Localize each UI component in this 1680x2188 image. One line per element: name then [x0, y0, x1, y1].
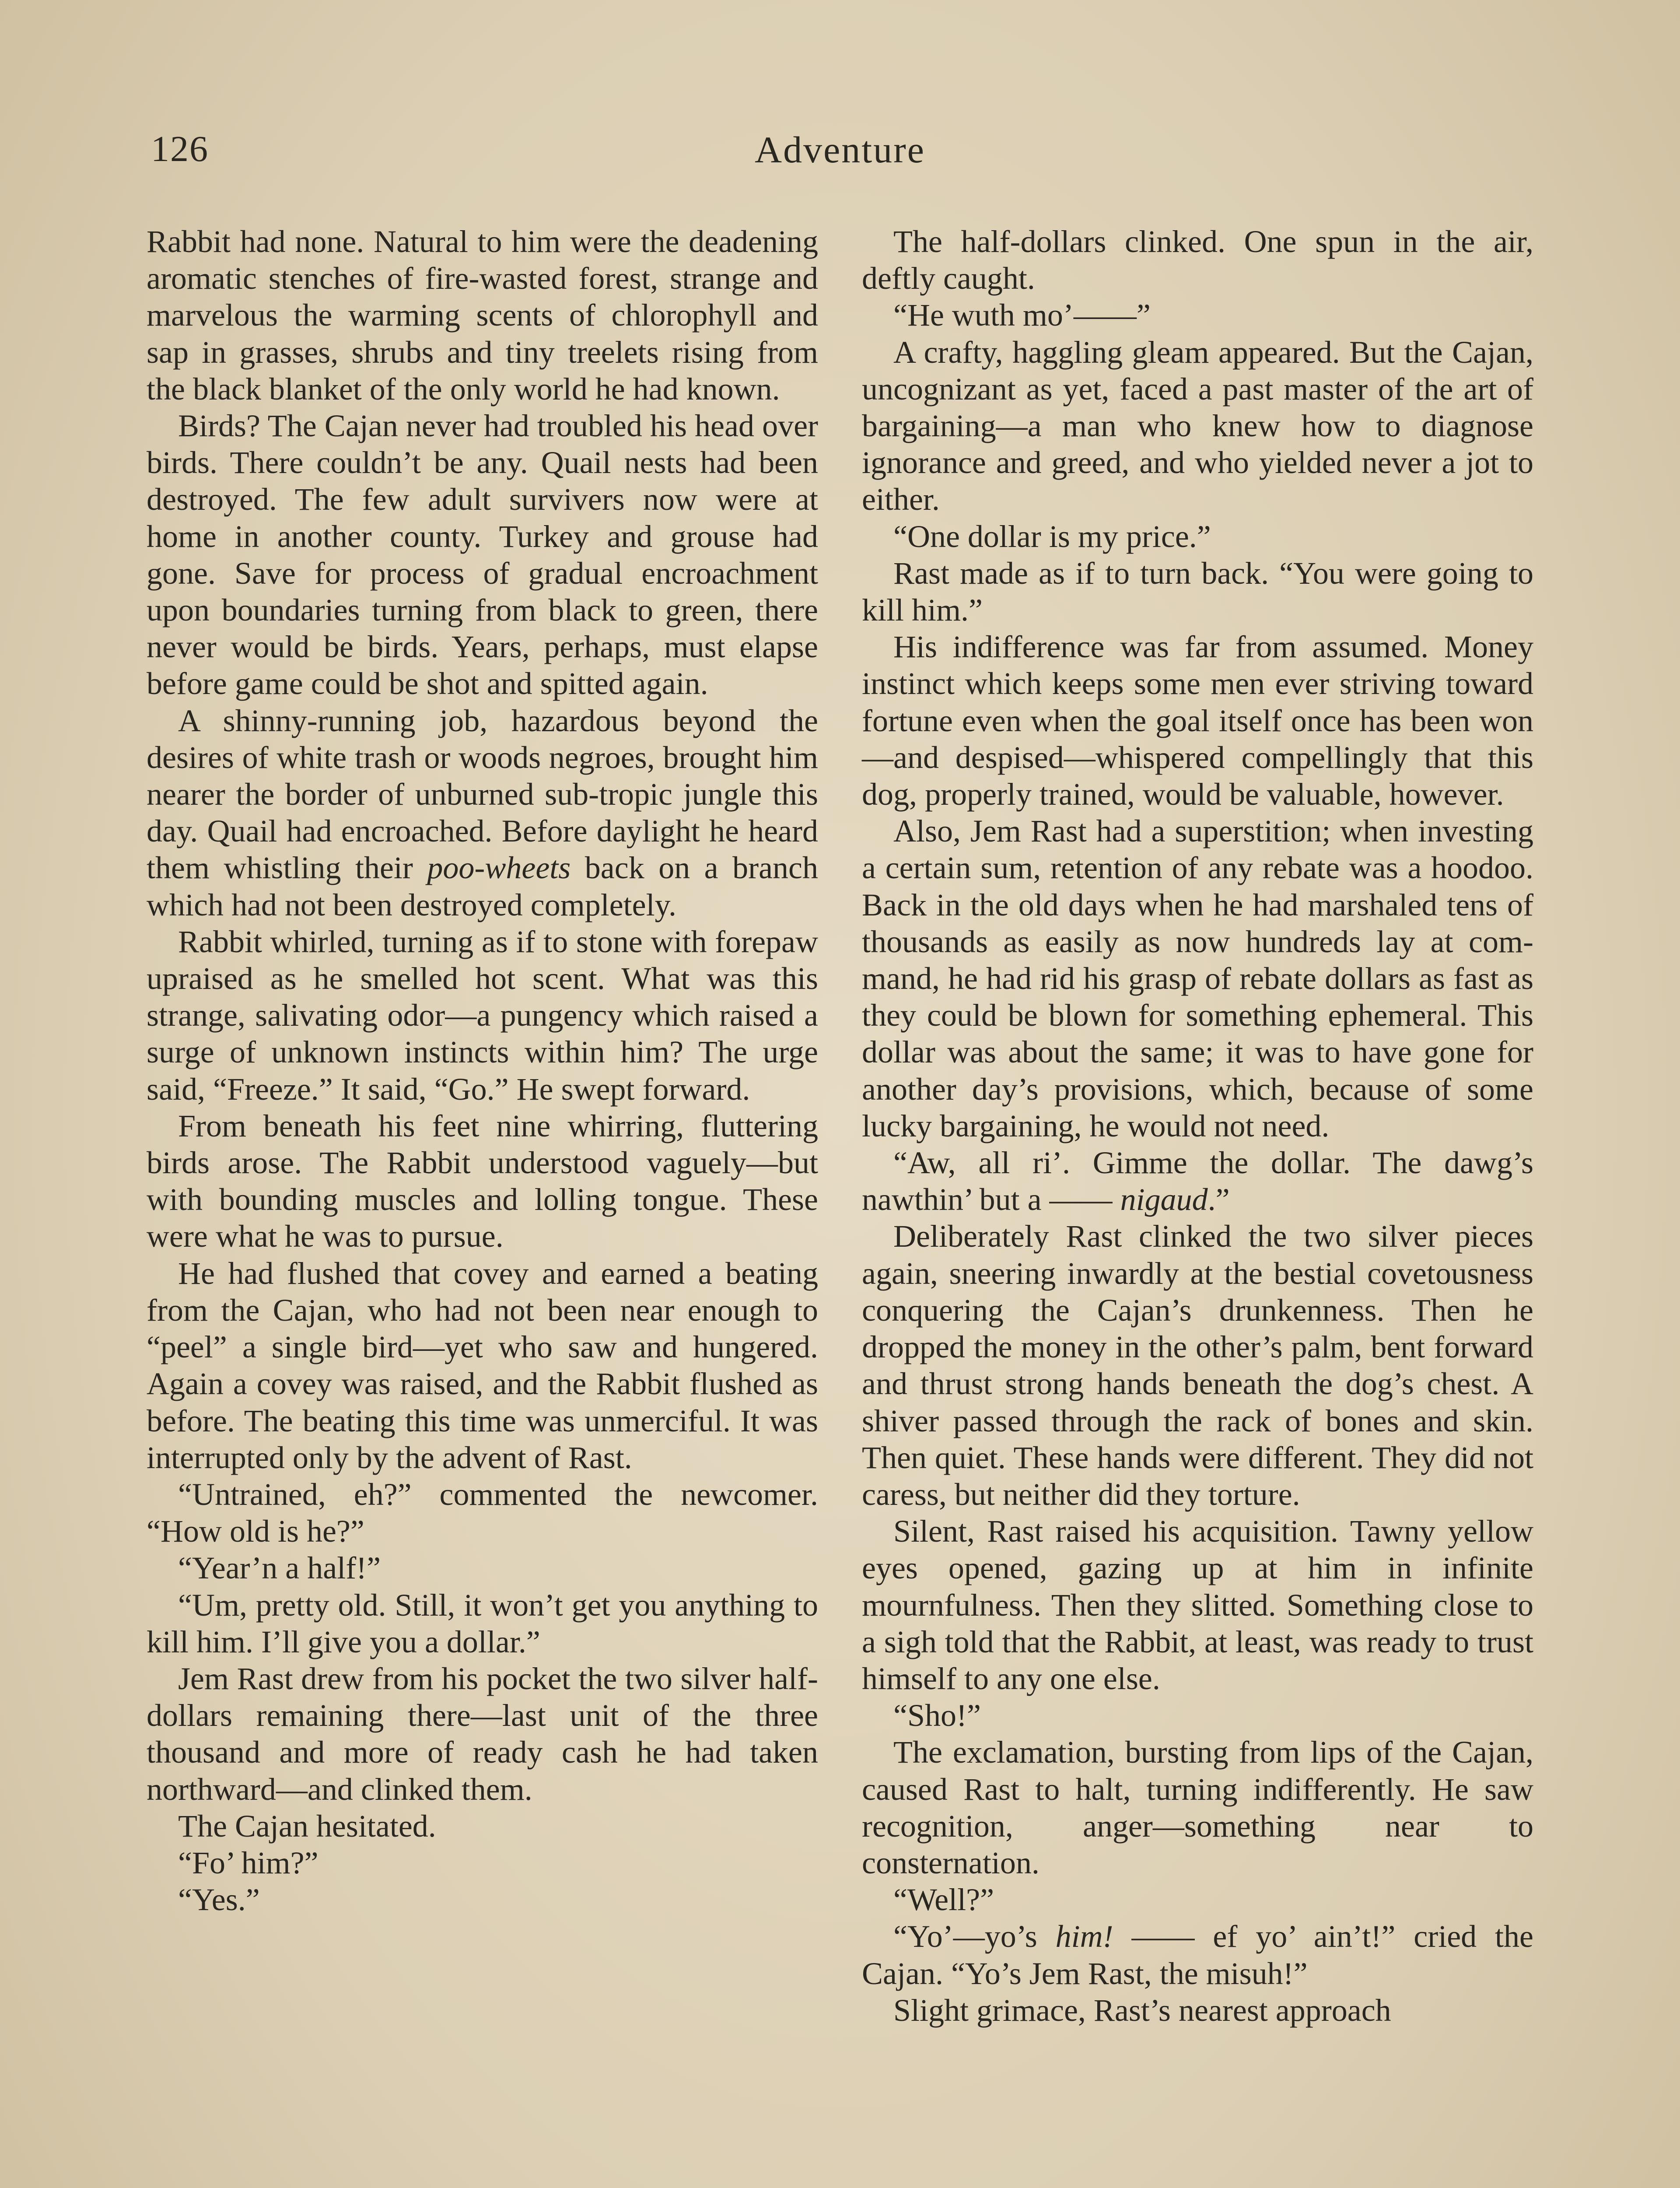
left-text-column: [147, 223, 818, 1918]
paragraph: Birds? The Cajan never had troubled his head over birds. There couldn’t be any. Quail nests had been destroyed. The few adult survivers now were at home in another county. Turkey and grouse had gone. Save for process of gradual encroachment upon boundaries turning from black to green, there never would be birds. Years, perhaps, must elapse before game could be shot and spitted again.: [147, 408, 818, 701]
text-run: A shinny-running job, hazardous beyond the desires of white trash or woods negroes, brought him nearer the border of unburned sub-tropic jungle this day. Quail had encroached. Before daylight he heard them whistling their: [147, 703, 818, 886]
paragraph: From beneath his feet nine whirring, fluttering birds arose. The Rabbit understood vaguely—but with bounding muscles and lolling tongue. These were what he was to pursue.: [147, 1108, 818, 1254]
paragraph: Slight grimace, Rast’s nearest approach: [893, 1992, 1391, 2028]
paragraph: [862, 1918, 1533, 1992]
paragraph: Rast made as if to turn back. “You were going to kill him.”: [862, 555, 1533, 628]
paragraph: “Um, pretty old. Still, it won’t get you anything to kill him. I’ll give you a dollar.”: [147, 1587, 818, 1659]
paragraph: [147, 702, 818, 923]
paragraph: The Cajan hesitated.: [178, 1808, 436, 1844]
paragraph: Rabbit had none. Natural to him were the deadening aromatic stenches of fire-wasted forest, strange and marvelous the warming scents of chlorophyll and sap in grasses, shrubs and tiny treelets rising from the black blanket of the only world he had known.: [147, 224, 818, 407]
paragraph: “Yes.”: [178, 1882, 260, 1918]
paragraph: The exclamation, bursting from lips of the Cajan, caused Rast to halt, turning indifferently. He saw recognition, anger—something near to consternation.: [862, 1735, 1533, 1880]
paragraph: [862, 1144, 1533, 1218]
paragraph: His indifference was far from assumed. Money instinct which keeps some men ever striving toward fortune even when the goal itself once has been won—and despised—whispered compellingly that this dog, properly trained, would be valuable, however.: [862, 629, 1533, 812]
paragraph: The half-dollars clinked. One spun in the air, deftly caught.: [862, 224, 1533, 296]
italic-text: poo-wheets: [427, 850, 571, 886]
running-head: Adventure: [755, 129, 925, 171]
paragraph: Silent, Rast raised his acquisition. Tawny yellow eyes opened, gazing up at him in infinite mournfulness. Then they slitted. Something close to a sigh told that the Rabbit, at least, was ready to trust himself to any one else.: [862, 1514, 1533, 1696]
text-run: “Yo’—yo’s: [893, 1919, 1056, 1954]
page-number: 126: [151, 129, 209, 169]
paragraph: He had flushed that covey and earned a beating from the Cajan, who had not been near enough to “peel” a single bird—yet who saw and hungered. Again a covey was raised, and the Rabbit flushed as before. The beating this time was unmerciful. It was interrupted only by the advent of Rast.: [147, 1255, 818, 1475]
italic-text: nigaud: [1120, 1182, 1208, 1217]
paragraph: “Fo’ him?”: [178, 1845, 318, 1880]
paragraph: “Sho!”: [893, 1698, 981, 1733]
paragraph: “Well?”: [893, 1882, 994, 1918]
right-text-column: [862, 223, 1533, 2029]
text-run: back on a branch which had not been destroyed completely.: [147, 850, 819, 922]
paragraph: “Untrained, eh?” commented the newcomer. “How old is he?”: [147, 1476, 818, 1549]
paragraph: “One dollar is my price.”: [893, 519, 1211, 554]
paragraph: “Year’n a half!”: [178, 1550, 381, 1586]
text-run: .”: [1208, 1182, 1230, 1217]
paragraph: Deliberately Rast clinked the two silver pieces again, sneering inwardly at the bestial covetousness conquering the Cajan’s drunkenness. Then he dropped the money in the other’s palm, bent forward and thrust strong hands beneath the dog’s chest. A shiver passed through the rack of bones and skin. Then quiet. These hands were different. They did not caress, but neither did they torture.: [862, 1219, 1533, 1512]
italic-text: him!: [1055, 1919, 1113, 1954]
paragraph: Jem Rast drew from his pocket the two silver half-dollars remaining there—last unit of the three thousand and more of ready cash he had taken northward—and clinked them.: [147, 1661, 818, 1807]
text-run: “Aw, all ri’. Gimme the dollar. The dawg’s nawthin’ but a ——: [862, 1145, 1533, 1217]
paragraph: “He wuth mo’——”: [893, 298, 1151, 333]
paragraph: Also, Jem Rast had a superstition; when investing a certain sum, retention of any rebate was a hoodoo. Back in the old days when he had marshaled tens of thousands as easily as now hundreds lay at command, he had rid his grasp of rebate dollars as fast as they could be blown for something ephemeral. This dollar was about the same; it was to have gone for another day’s provisions, which, because of some lucky bargaining, he would not need.: [862, 813, 1533, 1143]
paragraph: Rabbit whirled, turning as if to stone with forepaw upraised as he smelled hot scent. What was this strange, salivating odor—a pungency which raised a surge of unknown instincts within him? The urge said, “Freeze.” It said, “Go.” He swept forward.: [147, 924, 818, 1107]
paragraph: A crafty, haggling gleam appeared. But the Cajan, uncognizant as yet, faced a past master of the art of bargaining—a man who knew how to diagnose ignorance and greed, and who yielded never a jot to either.: [862, 334, 1533, 517]
text-run: —— ef yo’ ain’t!” cried the Cajan. “Yo’s Jem Rast, the misuh!”: [862, 1919, 1534, 1991]
